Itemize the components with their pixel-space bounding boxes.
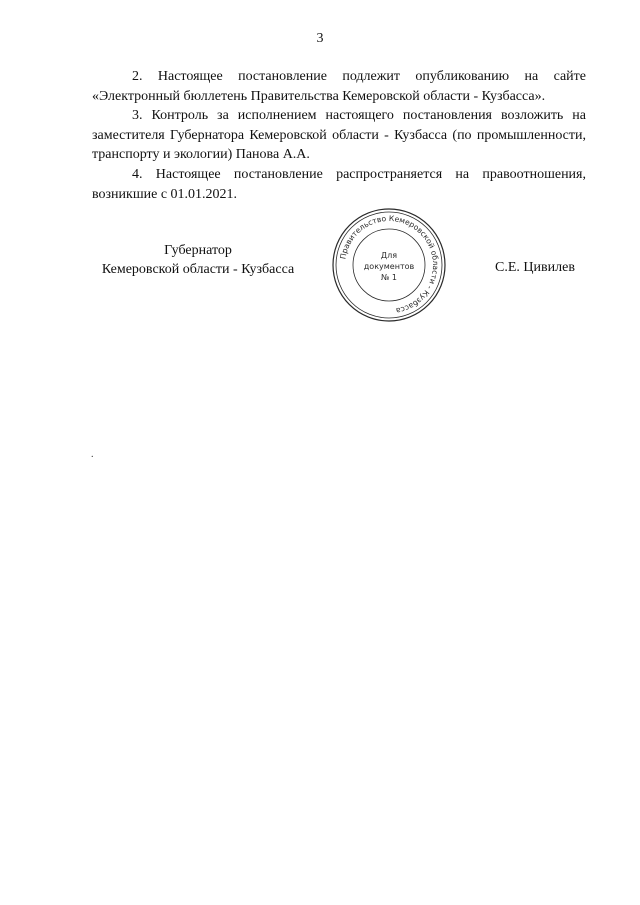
signature-block — [0, 0, 640, 400]
footer-mark: . — [91, 449, 94, 460]
seal-graphic — [330, 206, 448, 324]
seal-ring-text: Правительство Кемеровской области - Кузбасса — [338, 213, 441, 316]
paragraph-3: 3. Контроль за исполнением настоящего постановления возложить на заместителя Губернатора Кемеровской области - Кузбасса (по промышленности, транспорту и экологии) Панова А.А. — [92, 108, 586, 163]
signatory-title-line2: Кемеровской области - Кузбасса — [101, 262, 295, 277]
seal-center-line2: документов — [363, 262, 415, 271]
paragraph-4: 4. Настоящее постановление распространяется на правоотношения, возникшие с 01.01.2021. — [92, 166, 586, 202]
paragraph-2: 2. Настоящее постановление подлежит опубликованию на сайте «Электронный бюллетень Правительства Кемеровской области - Кузбасса». — [92, 69, 586, 104]
signatory-name: С.Е. Цивилев — [495, 260, 575, 275]
seal-center-line3: № 1 — [381, 273, 397, 282]
signatory-title-line1: Губернатор — [164, 243, 232, 258]
official-seal — [330, 206, 448, 324]
signatory-title — [88, 241, 308, 279]
page-number: 3 — [316, 31, 324, 46]
seal-center-line1: Для — [380, 251, 398, 260]
